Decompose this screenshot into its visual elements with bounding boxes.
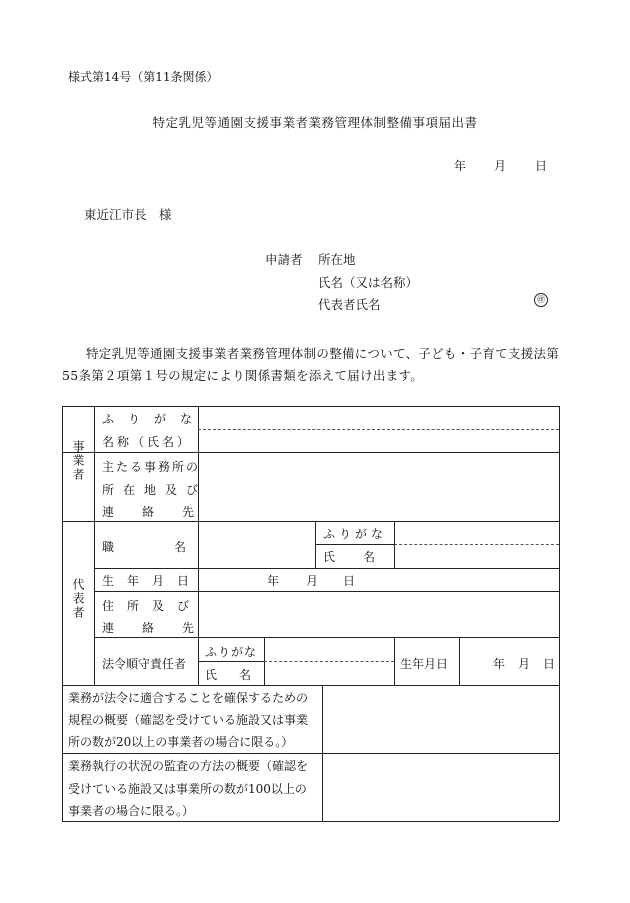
office-label-1: 主たる事務所の [102,460,201,474]
office-address-field[interactable] [199,453,558,520]
document-title: 特定乳児等通園支援事業者業務管理体制整備事項届出書 [152,115,478,130]
declaration-text: 特定乳児等通園支援事業者業務管理体制の整備について、子ども・子育て支援法第55条第２項第１号の規定により関係書類を添えて届け出ます。 [62,346,560,383]
section-jigyousha: 事業者 [71,440,85,482]
seal-mark-icon: ㊞ [534,293,548,307]
rep-name-label: 氏名 [323,550,404,564]
address-label-2: 連絡先 [102,621,223,635]
compliance-furigana-label: ふりがな [205,645,258,659]
audit-summary-line-1: 業務執行の状況の監査の方法の概要（確認を [68,759,309,773]
compliance-name-label: 氏名 [205,668,274,682]
rules-summary-line-3: 所の数が20以上の事業者の場合に限る。） [68,735,294,749]
compliance-dob-field[interactable] [460,638,558,684]
company-name-field[interactable] [199,430,558,451]
date-day-label: 日 [535,159,548,173]
post-label: 職名 [102,540,247,554]
rep-furigana-field[interactable] [395,522,558,543]
audit-summary-line-2: 受けている施設又は事業所の数が100以上の [68,782,307,796]
applicant-name-label: 氏名（又は名称） [318,275,419,290]
furigana-text: ふりがな [102,412,207,426]
dob-month: 月 [306,574,319,588]
dob-label: 生年月日 [102,574,203,588]
dob-year: 年 [267,574,280,588]
form-reference: 様式第14号（第11条関係） [68,70,219,84]
compliance-name-field[interactable] [265,662,393,684]
addressee: 東近江市長 様 [84,207,172,222]
rep-furigana-label: ふりがな [323,527,388,541]
rules-summary-field[interactable] [323,686,558,752]
address-label-1: 住所及び [102,599,203,613]
rules-summary-line-2: 規程の概要（確認を受けている施設又は事業 [68,713,309,727]
audit-summary-field[interactable] [323,754,558,820]
compliance-dob-label: 生年月日 [400,657,449,671]
date-month-label: 月 [494,159,507,173]
rep-name-field[interactable] [395,545,558,567]
furigana-label [102,410,207,427]
compliance-dob-year: 年 [493,657,506,671]
dob-day: 日 [343,574,356,588]
compliance-dob-day: 日 [543,657,556,671]
date-year-label: 年 [454,159,467,173]
rules-summary-line-1: 業務が法令に適合することを確保するための [68,691,309,705]
compliance-dob-month: 月 [518,657,531,671]
applicant-label: 申請者 [265,252,303,267]
rep-post-field[interactable] [199,522,314,567]
compliance-officer-label: 法令順守責任者 [102,657,187,671]
audit-summary-line-3: 事業者の場合に限る。） [68,804,195,818]
representative-name-label: 代表者氏名 [318,297,381,312]
office-label-3: 連絡先 [102,505,223,519]
office-label-2: 所在地及び [102,483,208,497]
rep-address-field[interactable] [199,592,558,636]
rep-dob-field[interactable] [199,569,558,590]
company-furigana-field[interactable] [199,407,558,428]
compliance-furigana-field[interactable] [265,638,393,660]
section-daihyousha: 代表者 [71,578,85,620]
applicant-location-label: 所在地 [318,252,356,267]
company-name-label: 名称（氏名） [102,435,193,449]
